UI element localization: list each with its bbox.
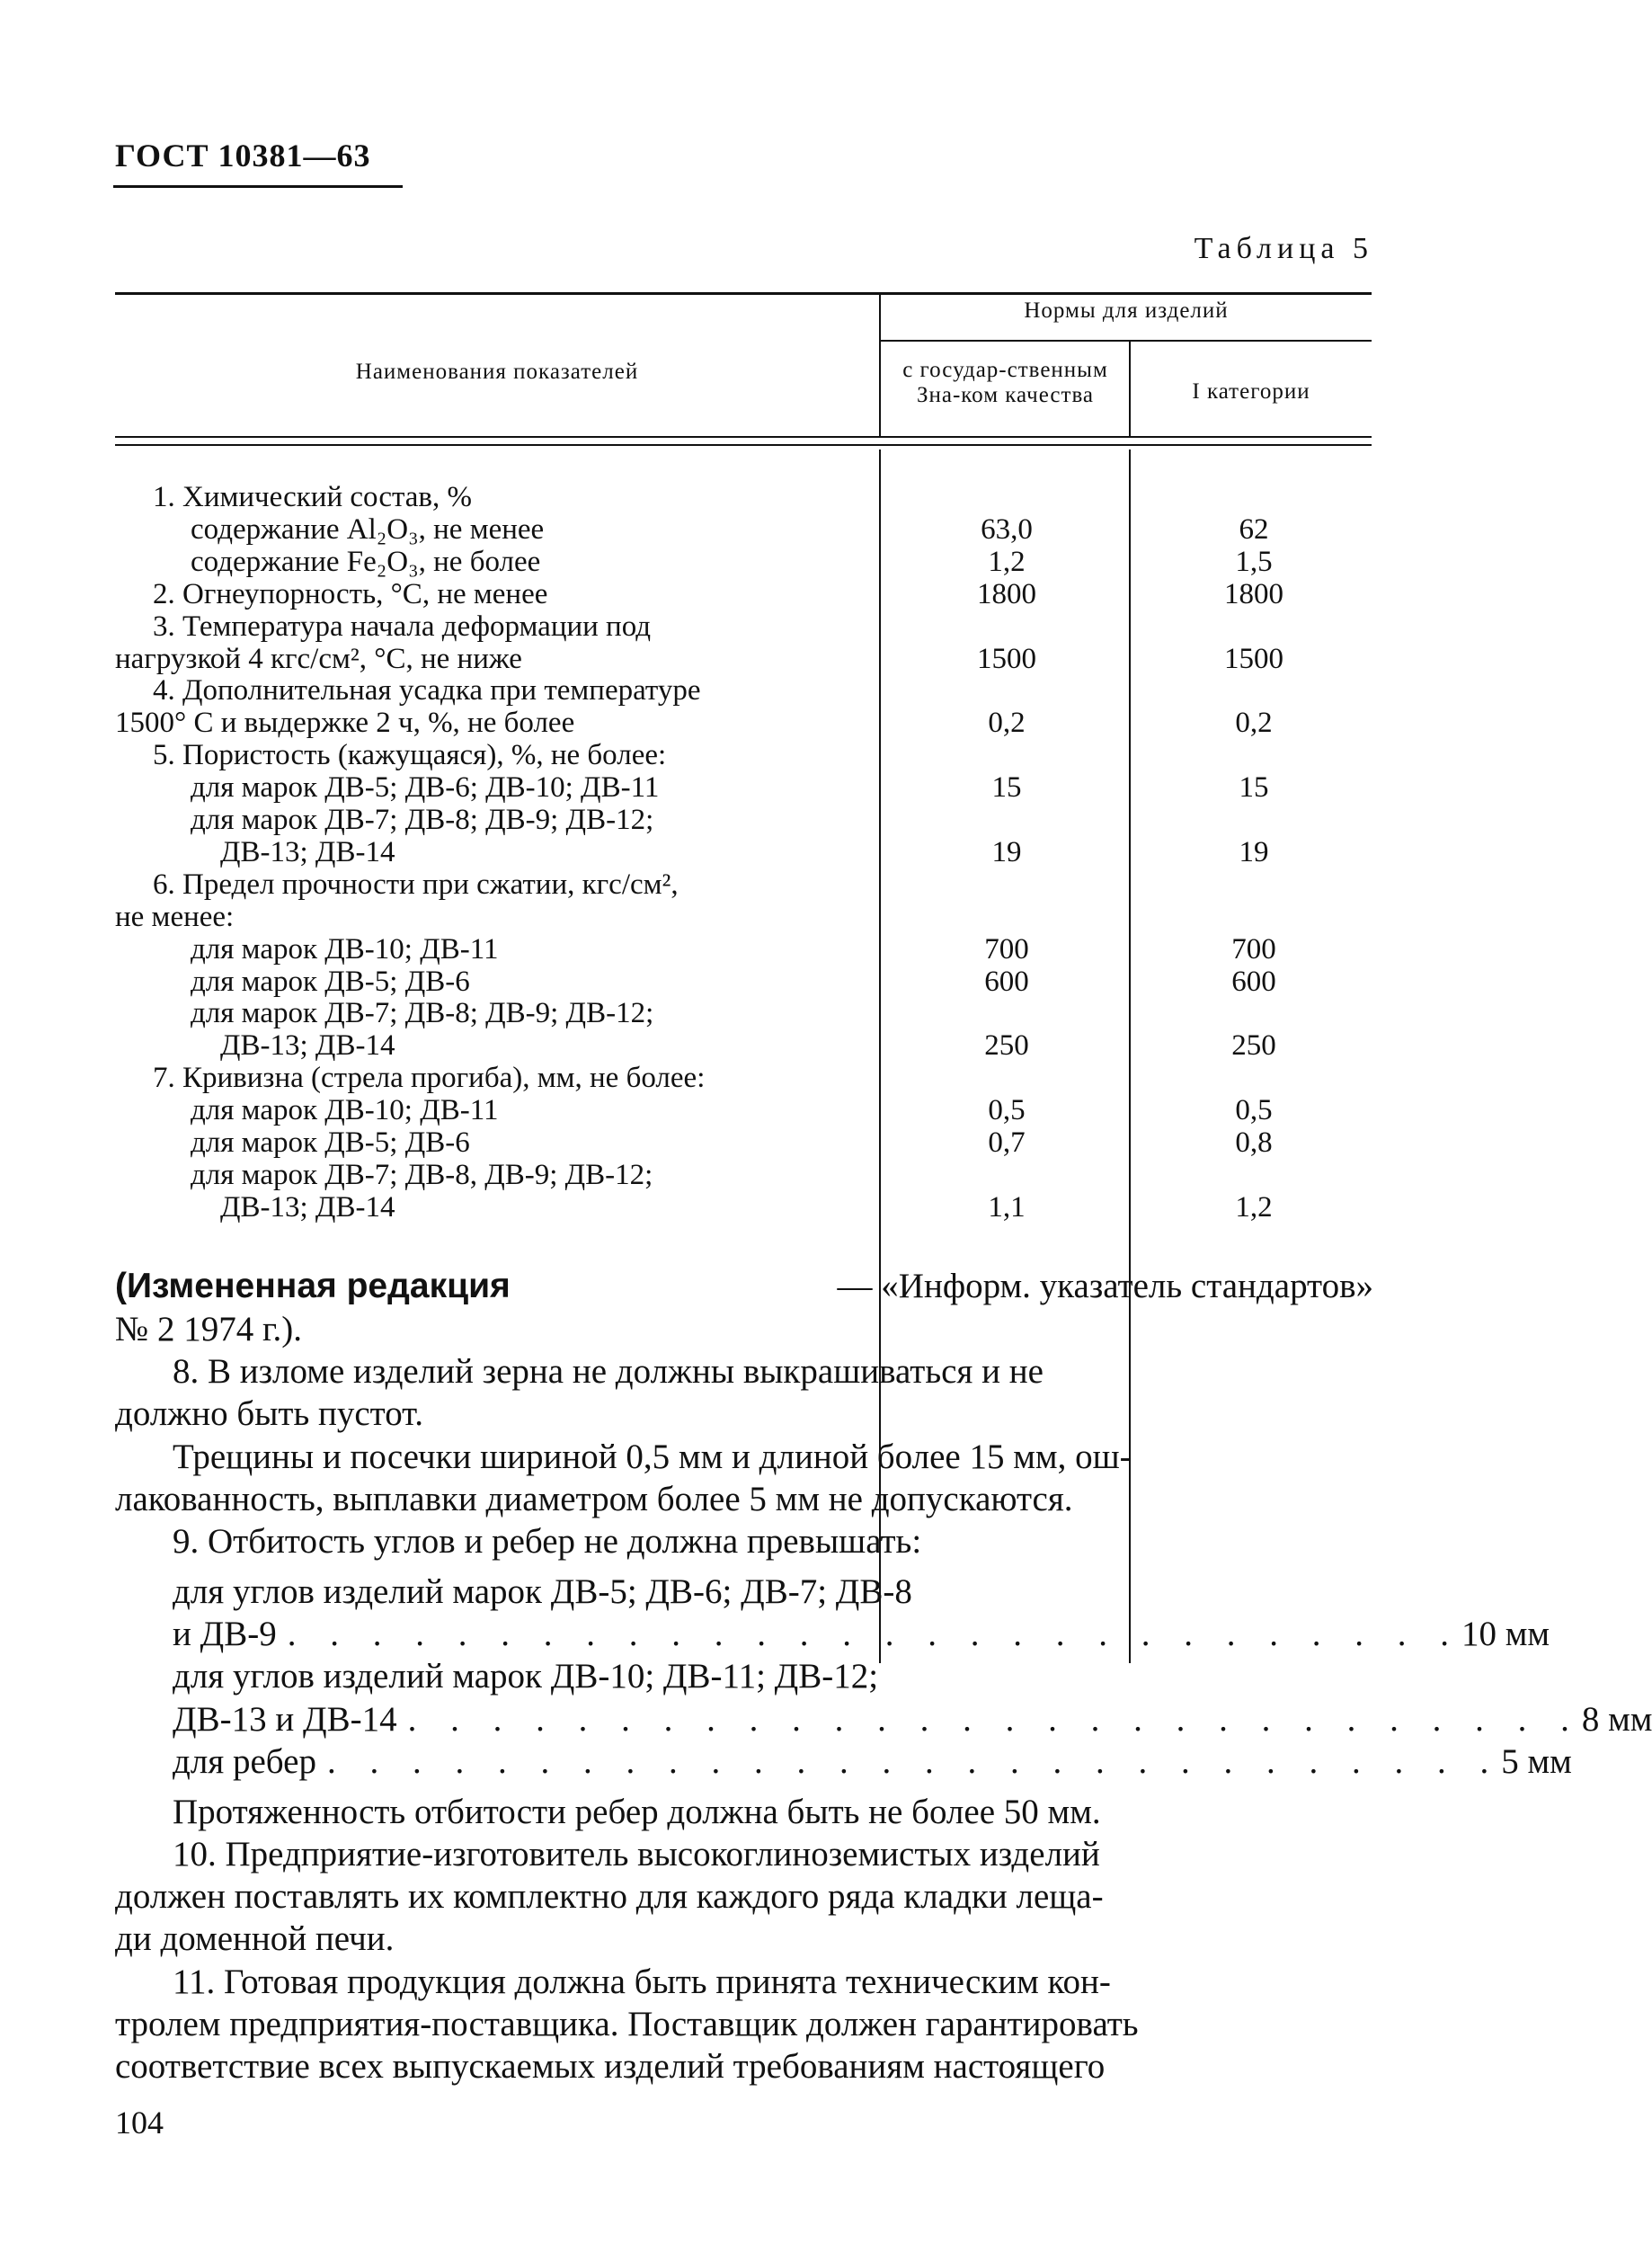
table-cell-first-category: 1800 xyxy=(1224,578,1283,610)
col-names-header: Наименования показателей xyxy=(355,360,639,384)
table-cell-first-category: 250 xyxy=(1231,1029,1276,1062)
paragraph-11-line-1: 11. Готовая продукция должна быть принята техническим кон- xyxy=(173,1963,1111,2001)
edit-note-rest: — «Информ. указатель стандартов» xyxy=(837,1267,1373,1305)
header-mid-rule xyxy=(881,340,1372,342)
paragraph-9b: Протяженность отбитости ребер должна быть не более 50 мм. xyxy=(173,1793,1101,1831)
table-cell-quality-mark: 1,2 xyxy=(988,546,1026,578)
table-cell-first-category: 0,5 xyxy=(1235,1094,1273,1126)
header-underline xyxy=(113,185,403,188)
table-row-name: для марок ДВ-5; ДВ-6; ДВ-10; ДВ-11 xyxy=(191,771,660,804)
table-row-name: ДВ-13; ДВ-14 xyxy=(220,1029,395,1062)
edit-note-line-1 xyxy=(115,1266,1373,1307)
table-cell-first-category: 700 xyxy=(1231,933,1276,966)
table-row-name: 5. Пористость (кажущаяся), %, не более: xyxy=(153,739,667,771)
leader-dots: . . . . . . . . . . . . . . . . . . . . . . . . . . . . xyxy=(287,1615,1461,1653)
table-cell-first-category: 1,5 xyxy=(1235,546,1273,578)
table-cell-quality-mark: 250 xyxy=(984,1029,1029,1062)
paragraph-10-line-3: ди доменной печи. xyxy=(115,1919,395,1958)
paragraph-8-line-2: должно быть пустот. xyxy=(115,1394,424,1433)
paragraph-11-line-2: тролем предприятия-поставщика. Поставщик должен гарантировать xyxy=(115,2005,1139,2043)
table-cell-quality-mark: 1,1 xyxy=(988,1191,1026,1224)
table-row-name: 1. Химический состав, % xyxy=(153,481,473,513)
table-cell-first-category: 19 xyxy=(1239,836,1269,868)
table-cell-first-category: 15 xyxy=(1239,771,1269,804)
chip-list-row-4-label: ДВ-13 и ДВ-14 xyxy=(173,1700,397,1739)
header-bottom-rule-1 xyxy=(115,436,1372,438)
table-row-name: содержание Fe₂O₃, не более xyxy=(191,546,541,578)
col-quality-mark-header: с государ-ственным Зна-ком качества xyxy=(902,358,1108,407)
table-cell-first-category: 0,2 xyxy=(1235,707,1273,739)
table-row-name: 2. Огнеупорность, °С, не менее xyxy=(153,578,548,610)
paragraph-10-line-1: 10. Предприятие-изготовитель высокоглиноземистых изделий xyxy=(173,1835,1100,1874)
leader-dots: . . . . . . . . . . . . . . . . . . . . . . . . . . . . xyxy=(407,1700,1582,1739)
table-cell-quality-mark: 19 xyxy=(991,836,1022,868)
table-cell-first-category: 600 xyxy=(1231,966,1276,998)
paragraph-8b-line-1: Трещины и посечки шириной 0,5 мм и длиной более 15 мм, ош- xyxy=(173,1438,1132,1476)
table-caption: Таблица 5 xyxy=(1194,232,1373,265)
header-bottom-rule-2 xyxy=(115,444,1372,446)
col-norms-header: Нормы для изделий xyxy=(1024,298,1229,323)
table-row-name: для марок ДВ-7; ДВ-8; ДВ-9; ДВ-12; xyxy=(191,804,654,836)
table-cell-quality-mark: 0,5 xyxy=(988,1094,1026,1126)
table-row-name: для марок ДВ-10; ДВ-11 xyxy=(191,1094,499,1126)
page-number: 104 xyxy=(115,2105,164,2141)
table-row-name: 4. Дополнительная усадка при температуре xyxy=(153,674,701,707)
table-row-name: 3. Температура начала деформации под xyxy=(153,610,652,643)
chip-list-row-2-value: 10 мм xyxy=(1461,1615,1550,1653)
table-row-name: для марок ДВ-7; ДВ-8; ДВ-9; ДВ-12; xyxy=(191,997,654,1029)
table-row-name: для марок ДВ-5; ДВ-6 xyxy=(191,1126,470,1159)
paragraph-9-line-1: 9. Отбитость углов и ребер не должна превышать: xyxy=(173,1522,922,1561)
table-cell-quality-mark: 1800 xyxy=(977,578,1036,610)
table-cell-first-category: 0,8 xyxy=(1235,1126,1273,1159)
table-row-name: содержание Al₂O₃, не менее xyxy=(191,513,545,546)
paragraph-8b-line-2: лакованность, выплавки диаметром более 5 мм не допускаются. xyxy=(115,1480,1073,1518)
table-row-name: для марок ДВ-5; ДВ-6 xyxy=(191,966,470,998)
leader-dots: . . . . . . . . . . . . . . . . . . . . . . . . . . . . xyxy=(326,1742,1502,1781)
table-row-name: нагрузкой 4 кгс/см², °С, не ниже xyxy=(115,643,522,675)
paragraph-10-line-2: должен поставлять их комплектно для каждого ряда кладки леща- xyxy=(115,1877,1104,1916)
chip-list-row-5-label: для ребер xyxy=(173,1742,316,1781)
paragraph-8-line-1: 8. В изломе изделий зерна не должны выкрашиваться и не xyxy=(173,1352,1044,1391)
table-cell-first-category: 1500 xyxy=(1224,643,1283,675)
table-cell-quality-mark: 600 xyxy=(984,966,1029,998)
table-cell-quality-mark: 63,0 xyxy=(981,513,1033,546)
edit-note-bold: (Измененная редакция xyxy=(115,1267,511,1305)
table-cell-first-category: 1,2 xyxy=(1235,1191,1273,1224)
col-first-category-header: I категории xyxy=(1192,379,1310,404)
table-row-name: ДВ-13; ДВ-14 xyxy=(220,1191,395,1224)
chip-list-row-2-label: и ДВ-9 xyxy=(173,1615,277,1653)
chip-list-row-1: для углов изделий марок ДВ-5; ДВ-6; ДВ-7; ДВ-8 xyxy=(173,1572,912,1611)
table-cell-quality-mark: 15 xyxy=(991,771,1022,804)
table-cell-quality-mark: 700 xyxy=(984,933,1029,966)
chip-list-row-3: для углов изделий марок ДВ-10; ДВ-11; ДВ-12; xyxy=(173,1657,879,1696)
table-top-rule xyxy=(115,292,1372,295)
table-row-name: не менее: xyxy=(115,901,235,933)
paragraph-11-line-3: соответствие всех выпускаемых изделий требованиям настоящего xyxy=(115,2047,1106,2086)
chip-list-row-4 xyxy=(173,1699,1652,1740)
chip-list-row-4-value: 8 мм xyxy=(1581,1700,1652,1739)
table-row-name: 1500° С и выдержке 2 ч, %, не более xyxy=(115,707,575,739)
table-row-name: 6. Предел прочности при сжатии, кгс/см², xyxy=(153,868,679,901)
table-row-name: для марок ДВ-10; ДВ-11 xyxy=(191,933,499,966)
table-row-name: 7. Кривизна (стрела прогиба), мм, не более: xyxy=(153,1062,706,1094)
body-vertical-rule-2 xyxy=(1129,450,1131,1663)
edit-note-line-2: № 2 1974 г.). xyxy=(115,1310,303,1349)
table-cell-quality-mark: 0,2 xyxy=(988,707,1026,739)
table-row-name: ДВ-13; ДВ-14 xyxy=(220,836,395,868)
chip-list-row-5-value: 5 мм xyxy=(1501,1742,1572,1781)
table-cell-first-category: 62 xyxy=(1239,513,1269,546)
chip-list-row-5 xyxy=(173,1741,1572,1783)
table-row-name: для марок ДВ-7; ДВ-8, ДВ-9; ДВ-12; xyxy=(191,1159,653,1191)
document-code: ГОСТ 10381—63 xyxy=(115,138,371,174)
chip-list-row-2 xyxy=(173,1614,1550,1655)
table-cell-quality-mark: 0,7 xyxy=(988,1126,1026,1159)
table-cell-quality-mark: 1500 xyxy=(977,643,1036,675)
